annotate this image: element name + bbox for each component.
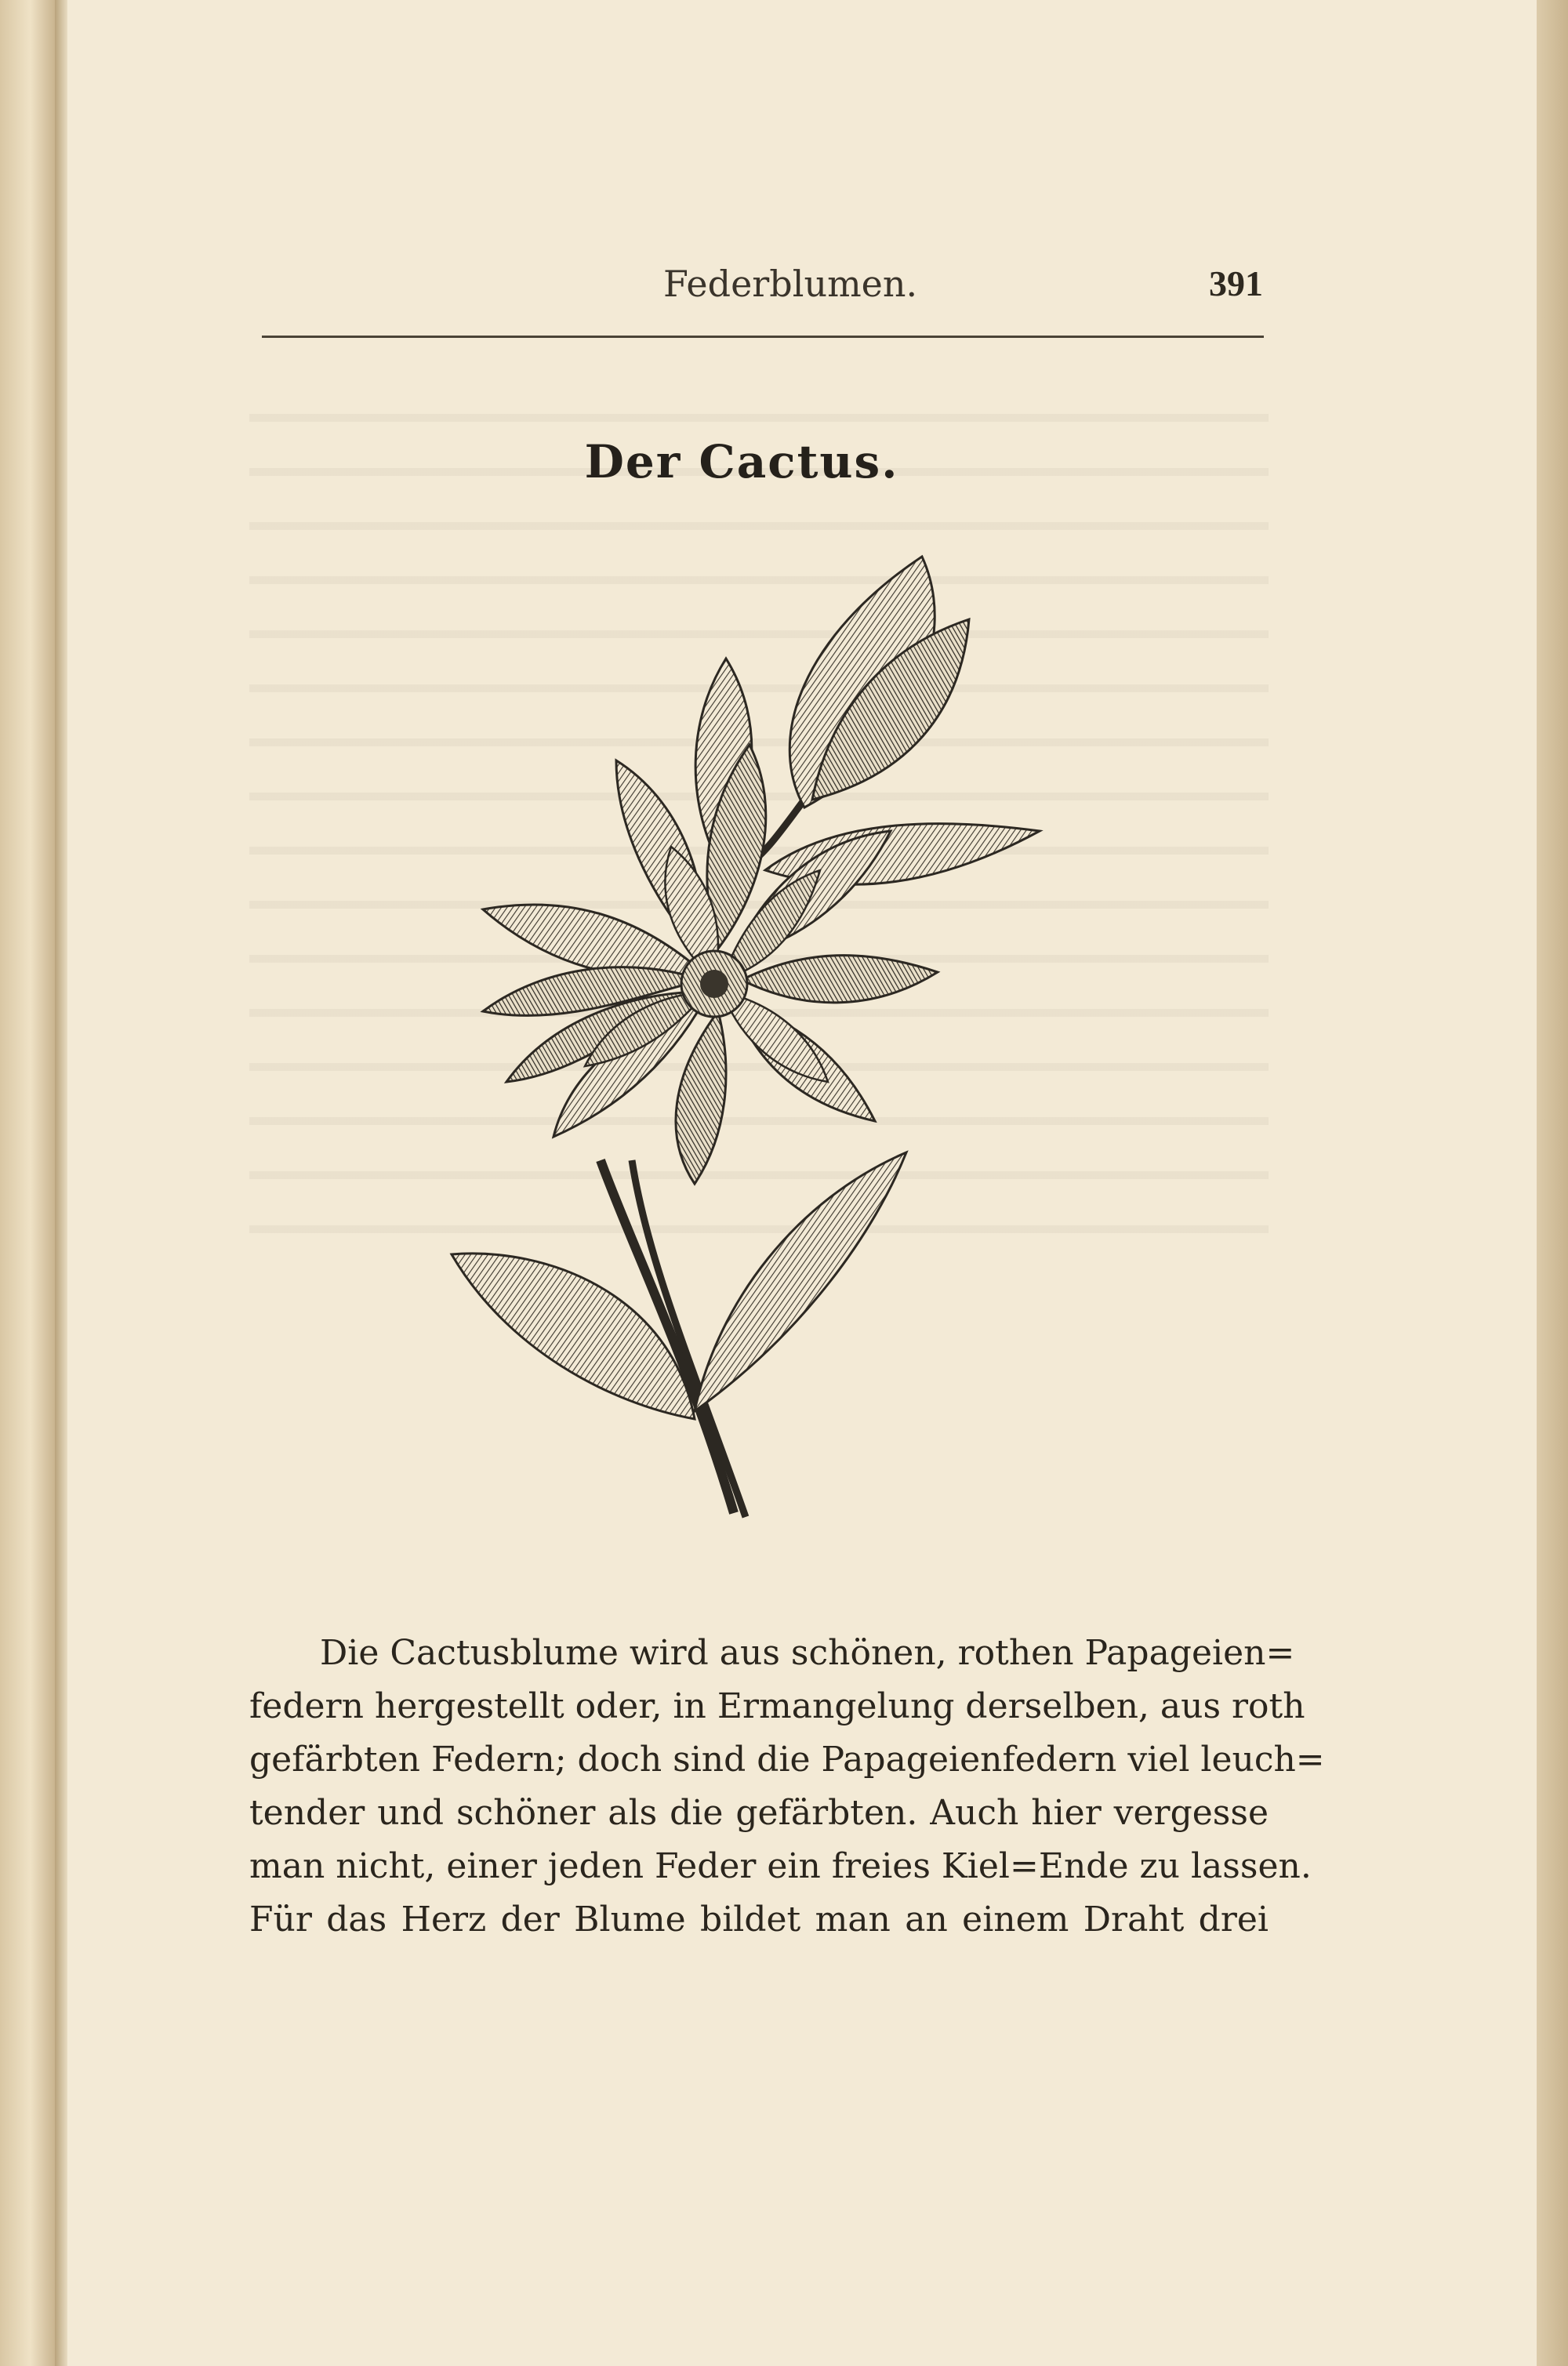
book-page	[67, 0, 1538, 2366]
text-line: Die Cactusblume wird aus schönen, rothen Papageien=	[320, 1633, 1295, 1673]
header-rule	[262, 336, 1264, 338]
body-paragraph	[249, 1627, 1325, 1947]
page-number: 391	[1209, 263, 1263, 303]
text-line: Für das Herz der Blume bildet man an einem Draht drei	[249, 1900, 1269, 1940]
running-head	[263, 263, 1263, 318]
section-heading: Der Cactus.	[584, 435, 899, 488]
running-title: Federblumen.	[663, 263, 918, 305]
text-line: federn hergestellt oder, in Ermangelung derselben, aus roth	[249, 1686, 1305, 1726]
cactus-flower-illustration	[436, 541, 1063, 1529]
text-line: tender und schöner als die gefärbten. Auch hier vergesse	[249, 1793, 1269, 1833]
text-line: man nicht, einer jeden Feder ein freies Kiel=Ende zu lassen.	[249, 1846, 1312, 1886]
text-line: gefärbten Federn; doch sind die Papageienfedern viel leuch=	[249, 1740, 1325, 1780]
left-page-edge	[0, 0, 55, 2366]
book-gutter	[55, 0, 67, 2366]
right-page-edge	[1537, 0, 1568, 2366]
